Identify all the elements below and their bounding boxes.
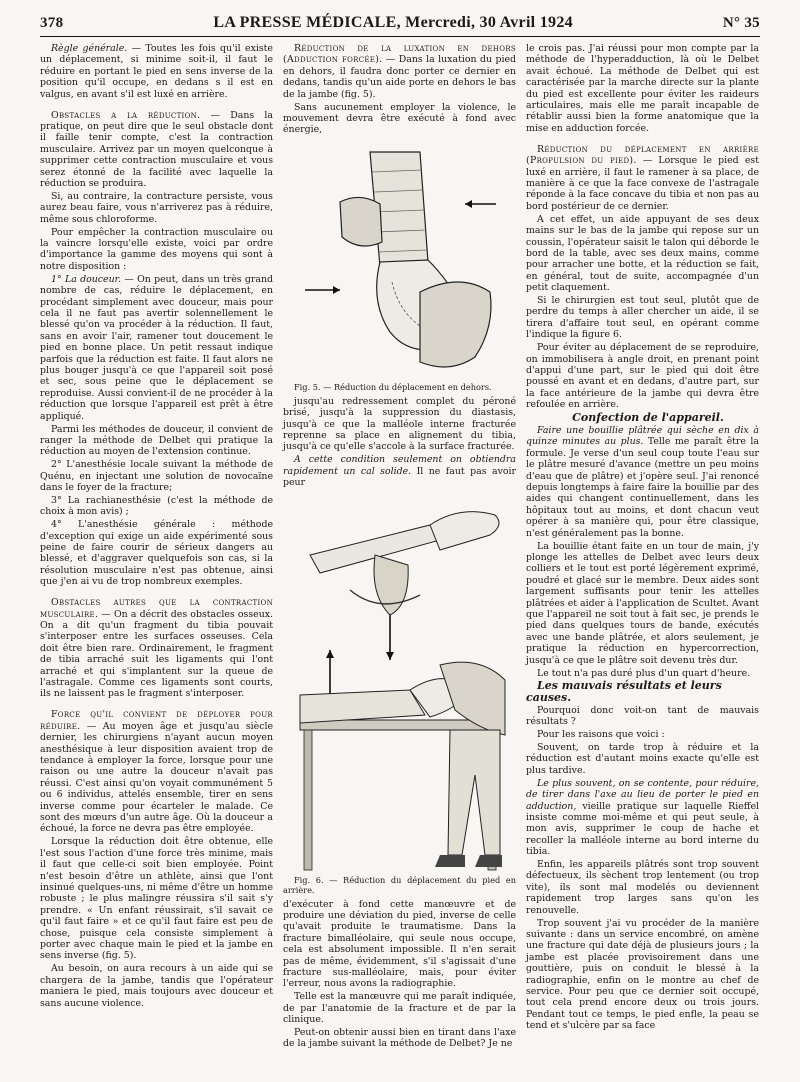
paragraph: 2° L'anesthésie locale suivant la méthode de Quénu, en injectant une solution de novocaïne dans le foyer de la fracture; (40, 459, 273, 494)
column-1 (40, 43, 273, 1051)
paragraph: d'exécuter à fond cette manœuvre et de produire une déviation du pied, inverse de celle qu'avait produite le traumatisme. Dans la fracture bimalléolaire, qui seule nous occupe, cela est absolument impossible. Il n'en serait pas de même, évidemment, s'il s'agissait d'une fracture sus-malléolaire, mais, pour éviter l'erreur, nous avons la radiographie. (283, 898, 516, 990)
paragraph: Si, au contraire, la contracture persiste, vous aurez beau faire, vous n'arriverez pas à réduire, même sous chloroforme. (40, 190, 273, 225)
paragraph: Enfin, les appareils plâtrés sont trop souvent défectueux, ils sèchent trop lentement (ou trop vite), ils sont mal modelés ou deviennent rapidement trop larges sans qu'on les renouvelle. (526, 859, 759, 916)
paragraph: Pour empêcher la contraction musculaire ou la vaincre lorsqu'elle existe, voici par ordre d'importance la gamme des moyens qui sont à notre disposition : (40, 226, 273, 272)
paragraph: Au besoin, on aura recours à un aide qui se chargera de la jambe, tandis que l'opérateur maniera le pied, mais toujours avec douceur et sans aucune violence. (40, 963, 273, 1009)
paragraph: Pour les raisons que voici : (537, 729, 665, 741)
paragraph: Peut-on obtenir aussi bien en tirant dans l'axe de la jambe suivant la méthode de Delbet? Je ne (283, 1026, 516, 1050)
columns (40, 43, 760, 1051)
figure-6 (283, 495, 516, 895)
paragraph: 3° La rachianesthésie (c'est la méthode de choix à mon avis) ; (40, 494, 273, 518)
paragraph: Réduction du déplacement en arrière (Propulsion du pied). — Lorsque le pied est luxé en arrière, il faut le ramener à sa place, de manière à ce que la face convexe de l'astragale réponde à la face concave du tibia et non pas au bord postérieur de ce dernier. (526, 143, 760, 212)
paragraph: Lorsque la réduction doit être obtenue, elle l'est sous l'action d'une force très minime, mais il faut que celle-ci soit bien employée. Point n'est besoin d'être un athlète, ainsi que l'ont insinué quelques-uns, ni même d'être un homme robuste ; le plus malingre réussira s'il sait s'y prendre. « Un enfant réussirait, s'il savait ce qu'il faut faire » et ce qu'il faut faire est peu de chose, puisque cela consiste simplement à porter avec chaque main le pied et la jambe en sens inverse (fig. 5). (40, 836, 273, 962)
paragraph: jusqu'au redressement complet du péroné brisé, jusqu'à la suppression du diastasis, jusqu'à ce que la malléole interne fracturée reprenne sa place en alignement du tibia, jusqu'à ce qu'elle s'accole à la surface fracturée. (283, 395, 516, 453)
paragraph: La bouillie étant faite en un tour de main, j'y plonge les attelles de Delbet avec leurs deux colliers et le tout est porté légèrement exprimé, poudré et glacé sur le membre. Deux aides sont largement suffisants pour tenir les attelles plâtrées et aider à l'application de Scultet. Avant que l'appareil ne soit tout à fait sec, je prends le pied dans quelques tours de bande, exécutés avec une bande plâtrée, et alors seulement, je pratique la réduction en hypercorrection, jusqu'à ce que le plâtre soit devenu très dur. (526, 540, 759, 666)
paragraph: Sans aucunement employer la violence, le mouvement devra être exécuté à fond avec énergie, (283, 101, 516, 136)
paragraph: Règle générale. — Toutes les fois qu'il existe un déplacement, si minime soit-il, il faut le réduire en portant le pied en sens inverse de la position qu'il occupe, en dedans s il est en valgus, en avant s'il est luxé en arrière. (40, 43, 273, 100)
column-3 (526, 43, 759, 1051)
paragraph: Telle est la manœuvre qui me paraît indiquée, de par l'anatomie de la fracture et de par la clinique. (283, 991, 516, 1026)
section-heading: Confection de l'appareil. (572, 411, 724, 425)
paragraph: Trop souvent j'ai vu procéder de la manière suivante : dans un service encombré, on amène une fracture qui date déjà de plusieurs jours ; la jambe est placée provisoirement dans une gouttière, puis on conduit le blessé à la radiographie, enfin on le montre au chef de service. Pour peu que ce dernier soit occupé, tout cela prend encore deux ou trois jours. Pendant tout ce temps, le pied enfle, la peau se tend et s'ulcère par sa face (526, 917, 759, 1032)
section-heading: Les mauvais résultats et leurs causes. (526, 679, 722, 704)
paragraph: Si le chirurgien est tout seul, plutôt que de perdre du temps à aller chercher un aide, il se tirera d'affaire tout seul, en opérant comme l'indique la figure 6. (526, 295, 759, 341)
paragraph: Le plus souvent, on se contente, pour réduire, de tirer dans l'axe au lieu de porter le pied en adduction, vieille pratique sur laquelle Rieffel insiste comme moi-même et qui peut seule, à mon avis, supprimer le coup de hache et recoller la malléole interne au bord interne du tibia. (526, 777, 759, 858)
paragraph: Pourquoi donc voit-on tant de mauvais résultats ? (526, 704, 759, 728)
figure-5-caption: Fig. 5. — Réduction du déplacement en dehors. (294, 381, 492, 392)
page-number: 378 (40, 15, 64, 31)
figure-6-caption: Fig. 6. — Réduction du déplacement du pied en arrière. (283, 874, 516, 895)
paragraph: Obstacles autres que la contraction musculaire. — On a décrit des obstacles osseux. On a dit qu'un fragment du tibia pouvait s'interposer entre les surfaces osseuses. Cela doit être bien rare. Ordinairement, le fragment de tibia arraché suit les ligaments qui l'ont arraché et qui s'implantent sur la queue de l'astragale. Comme ces ligaments sont courts, ils ne laissent pas le fragment s'interposer. (40, 597, 273, 700)
paragraph: Faire une bouillie plâtrée qui sèche en dix à quinze minutes au plus. Telle me paraît être la formule. Je verse d'un seul coup toute l'eau sur le plâtre mesuré d'avance (mettre un peu moins d'eau que de plâtre) et j'opère seul. J'ai renoncé depuis longtemps à faire faire la bouillie par des aides qui changent continuellement, dans les hôpitaux tout au moins, et dont chacun veut opérer à sa manière qui, pour être classique, n'est généralement pas la bonne. (526, 425, 759, 539)
paragraph: A cet effet, un aide appuyant de ses deux mains sur le bas de la jambe qui repose sur un coussin, l'opérateur saisit le talon qui déborde le bord de la table, avec ses deux mains, comme pour arracher une botte, et la réduction se fait, en général, tout de suite, accompagnée d'un petit claquement. (526, 213, 759, 294)
issue-number: N° 35 (722, 15, 760, 31)
figure-5 (283, 142, 516, 392)
column-2 (283, 43, 516, 1051)
paragraph: Réduction de la luxation en dehors (Adduction forcée). — Dans la luxation du pied en dehors, il faudra donc porter ce dernier en dedans, tandis qu'un aide porte en dehors le bas de la jambe (fig. 5). (283, 43, 516, 100)
paragraph: 4° L'anesthésie générale : méthode d'exception qui exige un aide expérimenté sous peine de faire courir de sérieux dangers au blessé, et d'aggraver quelquefois son cas, si la résolution musculaire n'est pas obtenue, ainsi que j'en ai vu de trop nombreux exemples. (40, 519, 273, 588)
paragraph: Force qu'il convient de déployer pour réduire. — Au moyen âge et jusqu'au siècle dernier, les chirurgiens n'ayant aucun moyen anesthésique à leur disposition avaient trop de tendance à employer la force, lorsque pour une raison ou une autre la douceur n'avait pas réussi. C'est ainsi qu'on voyait communément 5 ou 6 individus, attelés ensemble, tirer en sens inverse comme pour écarteler le malade. Ce sont des mœurs d'un autre âge. Où la douceur a échoué, la force ne devra pas être employée. (40, 709, 273, 835)
paragraph: Le tout n'a pas duré plus d'un quart d'heure. (537, 667, 751, 679)
fig6-illustration (290, 495, 510, 875)
fig5-illustration (300, 142, 500, 382)
header-rule (40, 36, 760, 37)
paragraph: Obstacles a la réduction. — Dans la pratique, on peut dire que le seul obstacle dont il faille tenir compte, c'est la contraction musculaire. Arrivez par un moyen quelconque à supprimer cette contraction musculaire et vous serez étonné de la facilité avec laquelle la réduction se produira. (40, 109, 273, 189)
paragraph: 1° La douceur. — On peut, dans un très grand nombre de cas, réduire le déplacement, en procédant simplement avec douceur, mais pour cela il ne faut pas avertir solennellement le blessé qu'on va procéder à la réduction. Il faut, sans en avoir l'air, ramener tout doucement le pied en bonne place. Un petit ressaut indique parfois que la réduction est faite. Il faut alors ne plus bouger jusqu'à ce que l'appareil soit posé et sec, sous peine que le déplacement se reproduise. Aussi convient-il de ne procéder à la réduction que lorsque l'appareil est prêt à être appliqué. (40, 273, 273, 422)
paragraph: A cette condition seulement on obtiendra rapidement un cal solide. Il ne faut pas avoir peur (283, 454, 516, 489)
paragraph: le crois pas. J'ai réussi pour mon compte par la méthode de l'hyperadduction, là où le Delbet avait échoué. La méthode de Delbet qui est caractérisée par la marche directe sur la plante du pied est excellente pour éviter les raideurs articulaires, mais elle me paraît incapable de rétablir aussi bien la forme anatomique que la mise en adduction forcée. (526, 43, 759, 134)
running-header (40, 14, 760, 32)
journal-title: LA PRESSE MÉDICALE, Mercredi, 30 Avril 1924 (213, 14, 573, 31)
paragraph: Souvent, on tarde trop à réduire et la réduction est d'autant moins exacte qu'elle est plus tardive. (526, 741, 759, 776)
paragraph: Pour éviter au déplacement de se reproduire, on immobilisera à angle droit, en prenant point d'appui d'une part, sur le pied qui doit être poussé en avant et en dedans, d'autre part, sur la face antérieure de la jambe qui devra être refoulée en arrière. (526, 342, 759, 411)
paragraph: Parmi les méthodes de douceur, il convient de ranger la méthode de Delbet qui pratique la réduction au moyen de l'extension continue. (40, 423, 273, 458)
